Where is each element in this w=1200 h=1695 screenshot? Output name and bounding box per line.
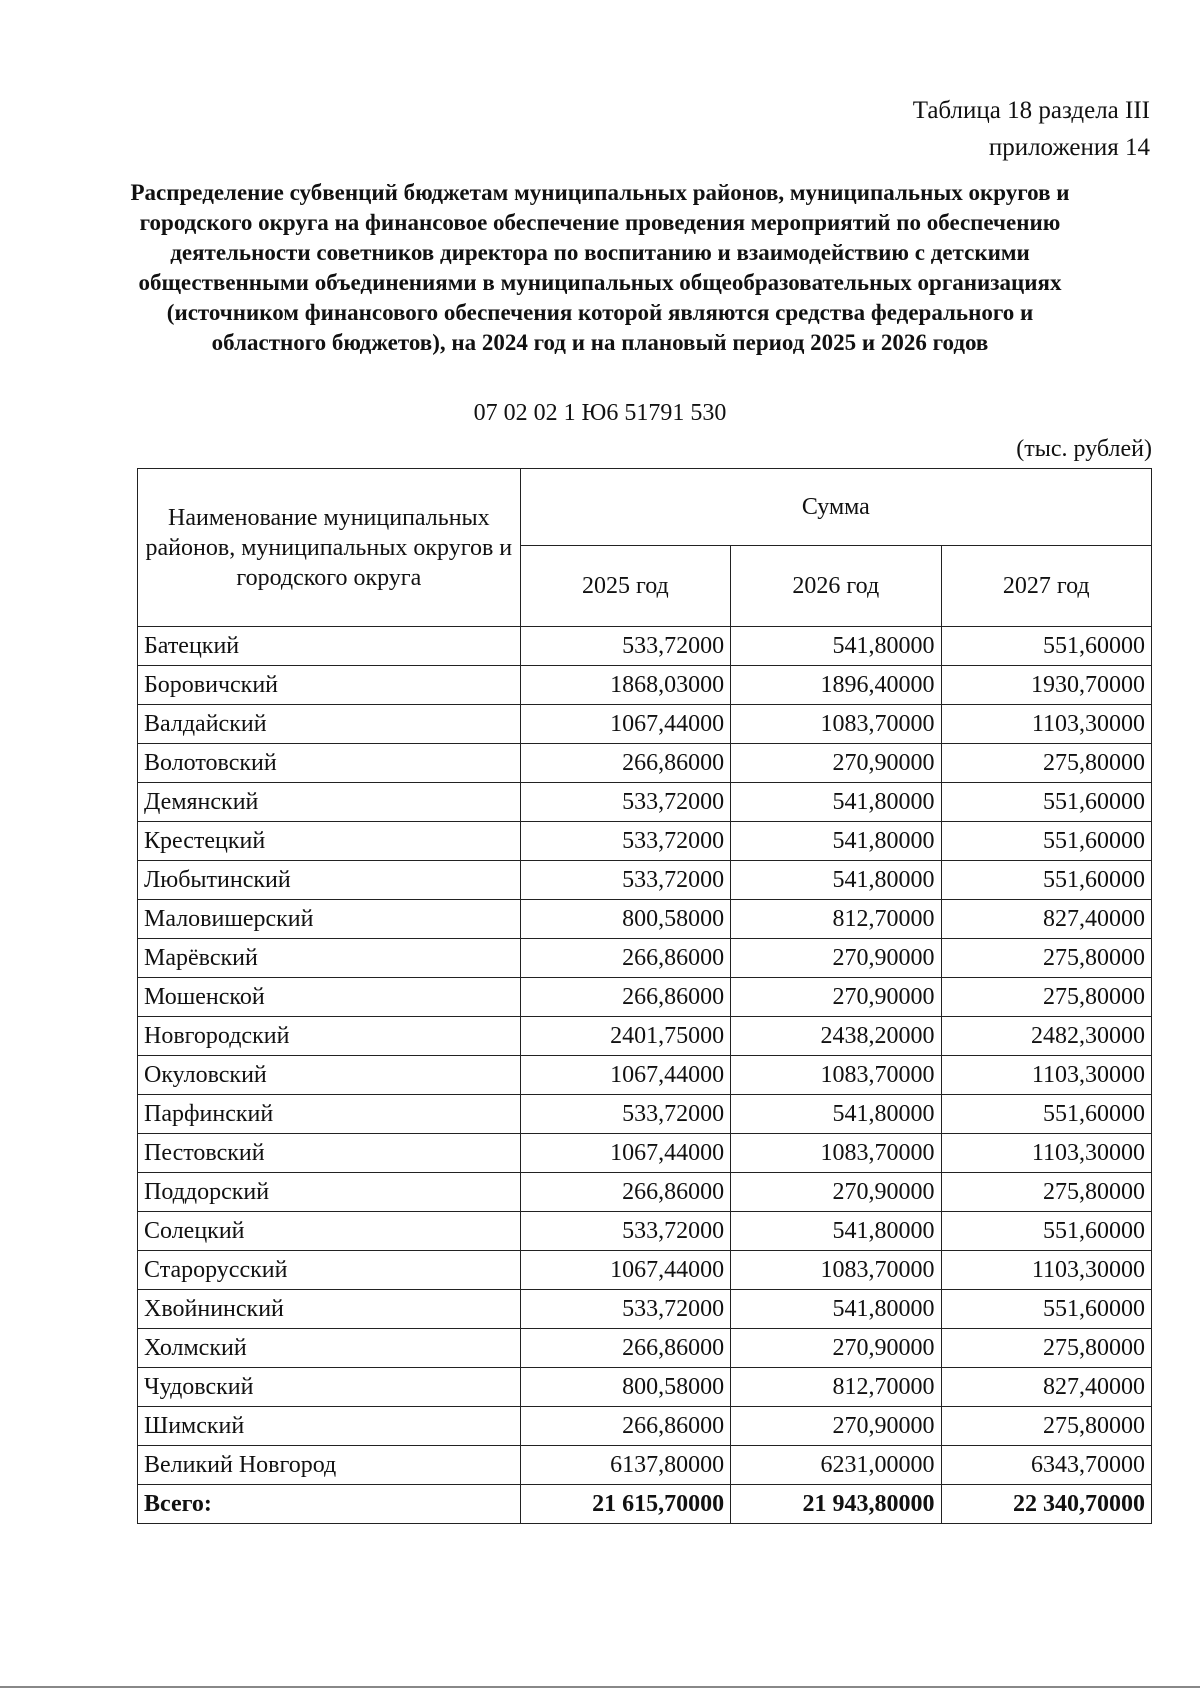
value-year-3: 1103,30000	[941, 1056, 1151, 1095]
district-name: Солецкий	[138, 1212, 521, 1251]
value-year-1: 266,86000	[520, 1329, 730, 1368]
value-year-2: 270,90000	[731, 1173, 941, 1212]
value-year-1: 266,86000	[520, 978, 730, 1017]
district-name: Демянский	[138, 783, 521, 822]
table-row	[138, 1446, 1152, 1485]
value-year-1: 6137,80000	[520, 1446, 730, 1485]
value-year-2: 270,90000	[731, 744, 941, 783]
table-row	[138, 1368, 1152, 1407]
district-name: Пестовский	[138, 1134, 521, 1173]
value-year-1: 1868,03000	[520, 666, 730, 705]
value-year-3: 1103,30000	[941, 1251, 1151, 1290]
value-year-1: 1067,44000	[520, 1056, 730, 1095]
page-bottom-rule	[0, 1686, 1200, 1688]
value-year-1: 533,72000	[520, 822, 730, 861]
column-header-year-1: 2025 год	[520, 546, 730, 627]
district-name: Валдайский	[138, 705, 521, 744]
table-row	[138, 1173, 1152, 1212]
table-row	[138, 1056, 1152, 1095]
value-year-2: 2438,20000	[731, 1017, 941, 1056]
value-year-3: 275,80000	[941, 1407, 1151, 1446]
value-year-3: 6343,70000	[941, 1446, 1151, 1485]
document-title: Распределение субвенций бюджетам муниципальных районов, муниципальных округов и городского округа на финансовое обеспечение проведения мероприятий по обеспечению деятельности советников директора по воспитанию и взаимодействию с детскими общественными объединениями в муниципальных общеобразовательных организациях (источником финансового обеспечения которой являются средства федерального и областного бюджетов), на 2024 год и на плановый период 2025 и 2026 годов	[130, 180, 1070, 355]
table-row	[138, 783, 1152, 822]
value-year-1: 533,72000	[520, 861, 730, 900]
value-year-3: 2482,30000	[941, 1017, 1151, 1056]
value-year-3: 551,60000	[941, 1095, 1151, 1134]
column-header-year-2: 2026 год	[731, 546, 941, 627]
value-year-1: 533,72000	[520, 1095, 730, 1134]
value-year-1: 800,58000	[520, 900, 730, 939]
value-year-2: 6231,00000	[731, 1446, 941, 1485]
table-row	[138, 939, 1152, 978]
district-name: Марёвский	[138, 939, 521, 978]
value-year-2: 541,80000	[731, 822, 941, 861]
subvention-table	[137, 468, 1152, 1524]
value-year-3: 827,40000	[941, 1368, 1151, 1407]
value-year-2: 541,80000	[731, 1095, 941, 1134]
table-row	[138, 978, 1152, 1017]
total-value-year-2: 21 943,80000	[731, 1485, 941, 1524]
table-row	[138, 861, 1152, 900]
district-name: Крестецкий	[138, 822, 521, 861]
table-row	[138, 1017, 1152, 1056]
district-name: Хвойнинский	[138, 1290, 521, 1329]
district-name: Парфинский	[138, 1095, 521, 1134]
table-row	[138, 1407, 1152, 1446]
value-year-1: 1067,44000	[520, 1251, 730, 1290]
table-row	[138, 705, 1152, 744]
value-year-1: 533,72000	[520, 1290, 730, 1329]
district-name: Новгородский	[138, 1017, 521, 1056]
district-name: Боровичский	[138, 666, 521, 705]
district-name: Великий Новгород	[138, 1446, 521, 1485]
value-year-2: 812,70000	[731, 900, 941, 939]
value-year-2: 1083,70000	[731, 705, 941, 744]
value-year-1: 1067,44000	[520, 705, 730, 744]
value-year-2: 812,70000	[731, 1368, 941, 1407]
district-name: Волотовский	[138, 744, 521, 783]
value-year-3: 827,40000	[941, 900, 1151, 939]
district-name: Любытинский	[138, 861, 521, 900]
value-year-1: 266,86000	[520, 1173, 730, 1212]
value-year-2: 541,80000	[731, 783, 941, 822]
value-year-2: 541,80000	[731, 627, 941, 666]
district-name: Чудовский	[138, 1368, 521, 1407]
value-year-2: 270,90000	[731, 1407, 941, 1446]
district-name: Старорусский	[138, 1251, 521, 1290]
table-row	[138, 1134, 1152, 1173]
value-year-3: 551,60000	[941, 783, 1151, 822]
budget-code: 07 02 02 1 Ю6 51791 530	[473, 400, 727, 426]
value-year-3: 1103,30000	[941, 705, 1151, 744]
table-reference	[750, 92, 1150, 166]
table-row	[138, 1095, 1152, 1134]
value-year-3: 1930,70000	[941, 666, 1151, 705]
value-year-1: 1067,44000	[520, 1134, 730, 1173]
value-year-1: 266,86000	[520, 1407, 730, 1446]
table-row	[138, 744, 1152, 783]
total-label: Всего:	[138, 1485, 521, 1524]
table-row	[138, 1329, 1152, 1368]
value-year-1: 533,72000	[520, 783, 730, 822]
district-name: Батецкий	[138, 627, 521, 666]
table-row	[138, 900, 1152, 939]
value-year-2: 270,90000	[731, 1329, 941, 1368]
value-year-2: 541,80000	[731, 1212, 941, 1251]
district-name: Мошенской	[138, 978, 521, 1017]
district-name: Шимский	[138, 1407, 521, 1446]
value-year-1: 2401,75000	[520, 1017, 730, 1056]
value-year-2: 270,90000	[731, 939, 941, 978]
reference-line-table: Таблица 18 раздела III	[912, 97, 1150, 124]
value-year-2: 1083,70000	[731, 1251, 941, 1290]
total-row	[138, 1485, 1152, 1524]
value-year-3: 1103,30000	[941, 1134, 1151, 1173]
table-row	[138, 666, 1152, 705]
value-year-2: 541,80000	[731, 861, 941, 900]
value-year-3: 275,80000	[941, 1173, 1151, 1212]
value-year-2: 1896,40000	[731, 666, 941, 705]
units-label: (тыс. рублей)	[1016, 436, 1152, 462]
reference-line-appendix: приложения 14	[988, 134, 1150, 161]
table-row	[138, 1251, 1152, 1290]
column-header-name: Наименование муниципальных районов, муниципальных округов и городского округа	[138, 469, 521, 627]
district-name: Маловишерский	[138, 900, 521, 939]
total-value-year-1: 21 615,70000	[520, 1485, 730, 1524]
district-name: Холмский	[138, 1329, 521, 1368]
value-year-3: 551,60000	[941, 1212, 1151, 1251]
value-year-3: 551,60000	[941, 1290, 1151, 1329]
value-year-1: 533,72000	[520, 627, 730, 666]
value-year-3: 275,80000	[941, 1329, 1151, 1368]
value-year-2: 270,90000	[731, 978, 941, 1017]
value-year-1: 266,86000	[520, 744, 730, 783]
value-year-3: 275,80000	[941, 978, 1151, 1017]
value-year-3: 551,60000	[941, 861, 1151, 900]
table-row	[138, 1290, 1152, 1329]
value-year-2: 1083,70000	[731, 1056, 941, 1095]
table-row	[138, 627, 1152, 666]
value-year-2: 541,80000	[731, 1290, 941, 1329]
value-year-1: 533,72000	[520, 1212, 730, 1251]
table-row	[138, 1212, 1152, 1251]
value-year-2: 1083,70000	[731, 1134, 941, 1173]
value-year-3: 275,80000	[941, 744, 1151, 783]
value-year-1: 800,58000	[520, 1368, 730, 1407]
column-header-sum: Сумма	[520, 469, 1151, 546]
value-year-3: 275,80000	[941, 939, 1151, 978]
value-year-3: 551,60000	[941, 627, 1151, 666]
value-year-1: 266,86000	[520, 939, 730, 978]
district-name: Поддорский	[138, 1173, 521, 1212]
district-name: Окуловский	[138, 1056, 521, 1095]
value-year-3: 551,60000	[941, 822, 1151, 861]
total-value-year-3: 22 340,70000	[941, 1485, 1151, 1524]
column-header-year-3: 2027 год	[941, 546, 1151, 627]
table-row	[138, 822, 1152, 861]
